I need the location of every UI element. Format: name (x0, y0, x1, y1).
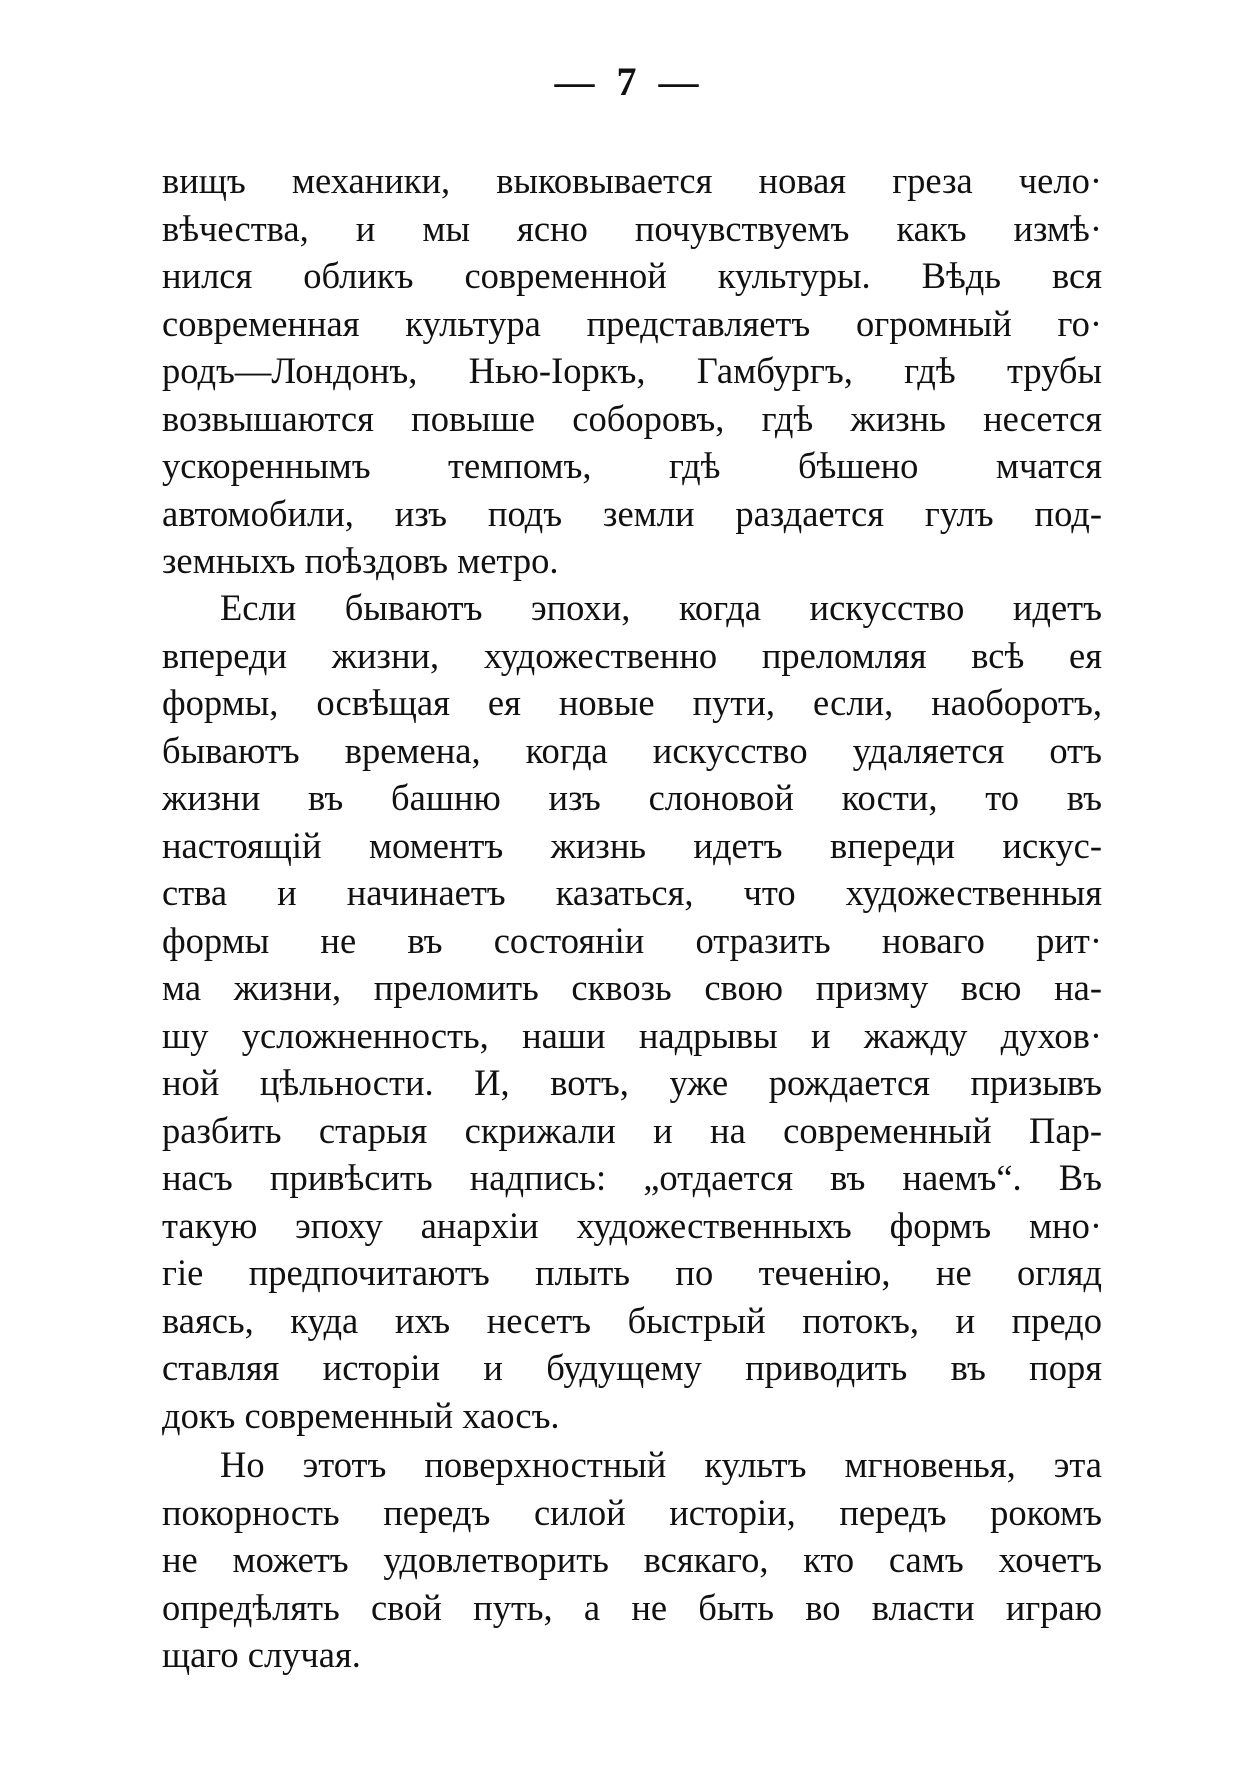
text-line: разбить старыя скрижали и на современный Пар- (162, 1109, 1102, 1151)
text-line: Если бываютъ эпохи, когда искусство идетъ (220, 587, 1102, 628)
text-line: впереди жизни, художественно преломляя всѣ ея (162, 634, 1102, 676)
text-line: щаго случая. (162, 1634, 361, 1675)
text-line: такую эпоху анархiи художественныхъ формъ мно· (162, 1204, 1102, 1246)
text-line: шу усложненность, наши надрывы и жажду духов· (162, 1014, 1102, 1056)
text-line: ставляя исторiи и будущему приводить въ поря (162, 1347, 1102, 1388)
text-line: формы, освѣщая ея новые пути, если, наоборотъ, (162, 682, 1102, 723)
text-line: бываютъ времена, когда искусство удаляется отъ (162, 729, 1102, 771)
text-line: ной цѣльности. И, вотъ, уже рождается призывъ (162, 1062, 1102, 1103)
text-line: не можетъ удовлетворить всякаго, кто самъ хочетъ (162, 1539, 1102, 1580)
text-line: опредѣлять свой путь, а не быть во власти играю (162, 1586, 1102, 1628)
text-line: докъ современный хаосъ. (162, 1394, 560, 1436)
paragraph-3 (162, 1441, 1102, 1679)
text-line: родъ—Лондонъ, Нью-Iоркъ, Гамбургъ, гдѣ трубы (162, 350, 1102, 391)
page-number: — 7 — (554, 59, 705, 104)
text-line: нился обликъ современной культуры. Вѣдь вся (162, 255, 1102, 296)
text-line: настоящiй моментъ жизнь идетъ впереди искус- (162, 824, 1102, 866)
text-line: вищъ механики, выковывается новая греза чело· (162, 160, 1102, 201)
text-line: формы не въ состоянiи отразить новаго рит· (162, 919, 1102, 961)
text-line: ускореннымъ темпомъ, гдѣ бѣшено мчатся (162, 445, 1102, 486)
text-line: покорность передъ силой исторiи, передъ рокомъ (162, 1491, 1102, 1533)
text-line: гiе предпочитаютъ плыть по теченiю, не огляд (162, 1252, 1102, 1293)
text-line: ваясь, куда ихъ несетъ быстрый потокъ, и предо (162, 1299, 1102, 1341)
text-line: насъ привѣсить надпись: „отдается въ наемъ“. Въ (162, 1157, 1102, 1198)
text-line: Но этотъ поверхностный культъ мгновенья, эта (220, 1444, 1102, 1485)
text-line: ма жизни, преломить сквозь свою призму всю на- (162, 967, 1102, 1008)
paragraph-1 (162, 157, 1102, 585)
paragraph-2 (162, 584, 1102, 1439)
text-line: современная культура представляетъ огромный го· (162, 302, 1102, 344)
text-line: жизни въ башню изъ слоновой кости, то въ (162, 777, 1102, 818)
text-line: автомобили, изъ подъ земли раздается гулъ под- (162, 492, 1102, 534)
text-line: вѣчества, и мы ясно почувствуемъ какъ измѣ· (162, 207, 1102, 249)
text-line: земныхъ поѣздовъ метро. (162, 540, 559, 581)
text-line: ства и начинаетъ казаться, что художественныя (162, 872, 1102, 913)
text-line: возвышаются повыше соборовъ, гдѣ жизнь несется (162, 397, 1102, 439)
